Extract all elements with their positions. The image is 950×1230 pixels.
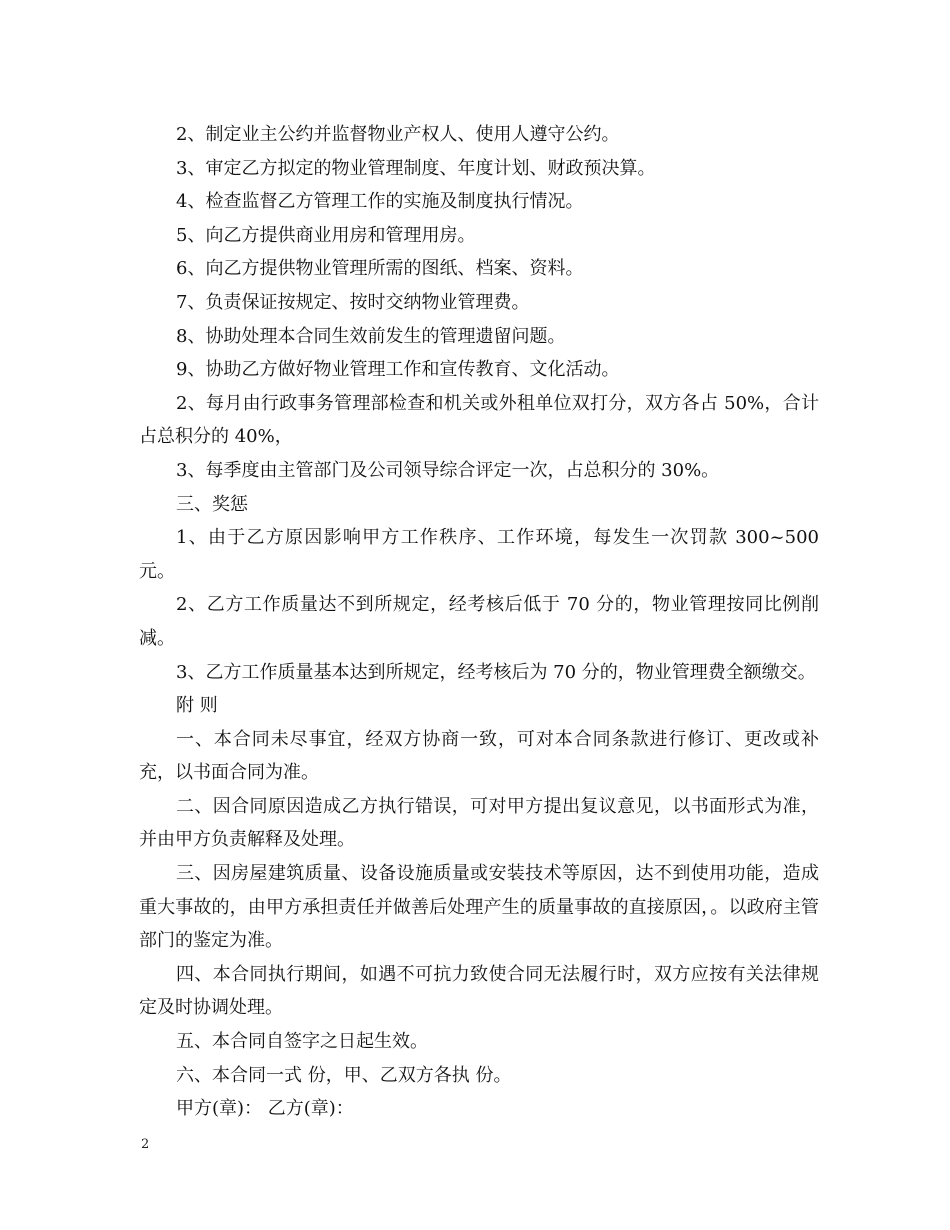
clause-paragraph: 四、本合同执行期间，如遇不可抗力致使合同无法履行时，双方应按有关法律规定及时协调处理。 [139,963,819,1019]
clause-paragraph: 二、因合同原因造成乙方执行错误，可对甲方提出复议意见，以书面形式为准，并由甲方负责解释及处理。 [139,795,819,851]
section-heading-rewards-penalties: 三、奖惩 [176,493,248,515]
clause-paragraph: 4、检查监督乙方管理工作的实施及制度执行情况。 [176,191,584,213]
clause-paragraph: 8、协助处理本合同生效前发生的管理遗留问题。 [176,325,566,347]
document-body [139,118,819,1126]
clause-paragraph: 5、向乙方提供商业用房和管理用房。 [176,224,476,246]
clause-paragraph: 3、乙方工作质量基本达到所规定，经考核后为 70 分的，物业管理费全额缴交。 [176,661,816,683]
clause-paragraph: 3、审定乙方拟定的物业管理制度、年度计划、财政预决算。 [176,157,656,179]
section-heading-supplementary: 附 则 [176,695,218,717]
clause-paragraph: 2、乙方工作质量达不到所规定，经考核后低于 70 分的，物业管理按同比例削减。 [139,594,819,649]
clause-paragraph: 三、因房屋建筑质量、设备设施质量或安装技术等原因，达不到使用功能，造成重大事故的，由甲方承担责任并做善后处理产生的质量事故的直接原因，。以政府主管部门的鉴定为准。 [139,863,819,952]
signature-line: 甲方(章)： 乙方(章)： [176,1098,354,1120]
clause-paragraph: 6、向乙方提供物业管理所需的图纸、档案、资料。 [176,258,584,280]
clause-paragraph: 2、每月由行政事务管理部检查和机关或外租单位双打分，双方各占 50%，合计占总积分的 40%， [139,392,819,448]
clause-paragraph: 9、协助乙方做好物业管理工作和宣传教育、文化活动。 [176,359,620,381]
clause-paragraph: 1、由于乙方原因影响甲方工作秩序、工作环境，每发生一次罚款 300~500 元。 [139,527,819,582]
page-number: 2 [141,1137,150,1152]
clause-paragraph: 3、每季度由主管部门及公司领导综合评定一次，占总积分的 30%。 [176,459,720,481]
clause-paragraph: 六、本合同一式 份，甲、乙双方各执 份。 [176,1064,512,1086]
clause-paragraph: 五、本合同自签字之日起生效。 [176,1031,428,1053]
clause-paragraph: 7、负责保证按规定、按时交纳物业管理费。 [176,291,530,313]
clause-paragraph: 2、制定业主公约并监督物业产权人、使用人遵守公约。 [176,124,620,145]
clause-paragraph: 一、本合同未尽事宜，经双方协商一致，可对本合同条款进行修订、更改或补充，以书面合同为准。 [139,728,819,784]
